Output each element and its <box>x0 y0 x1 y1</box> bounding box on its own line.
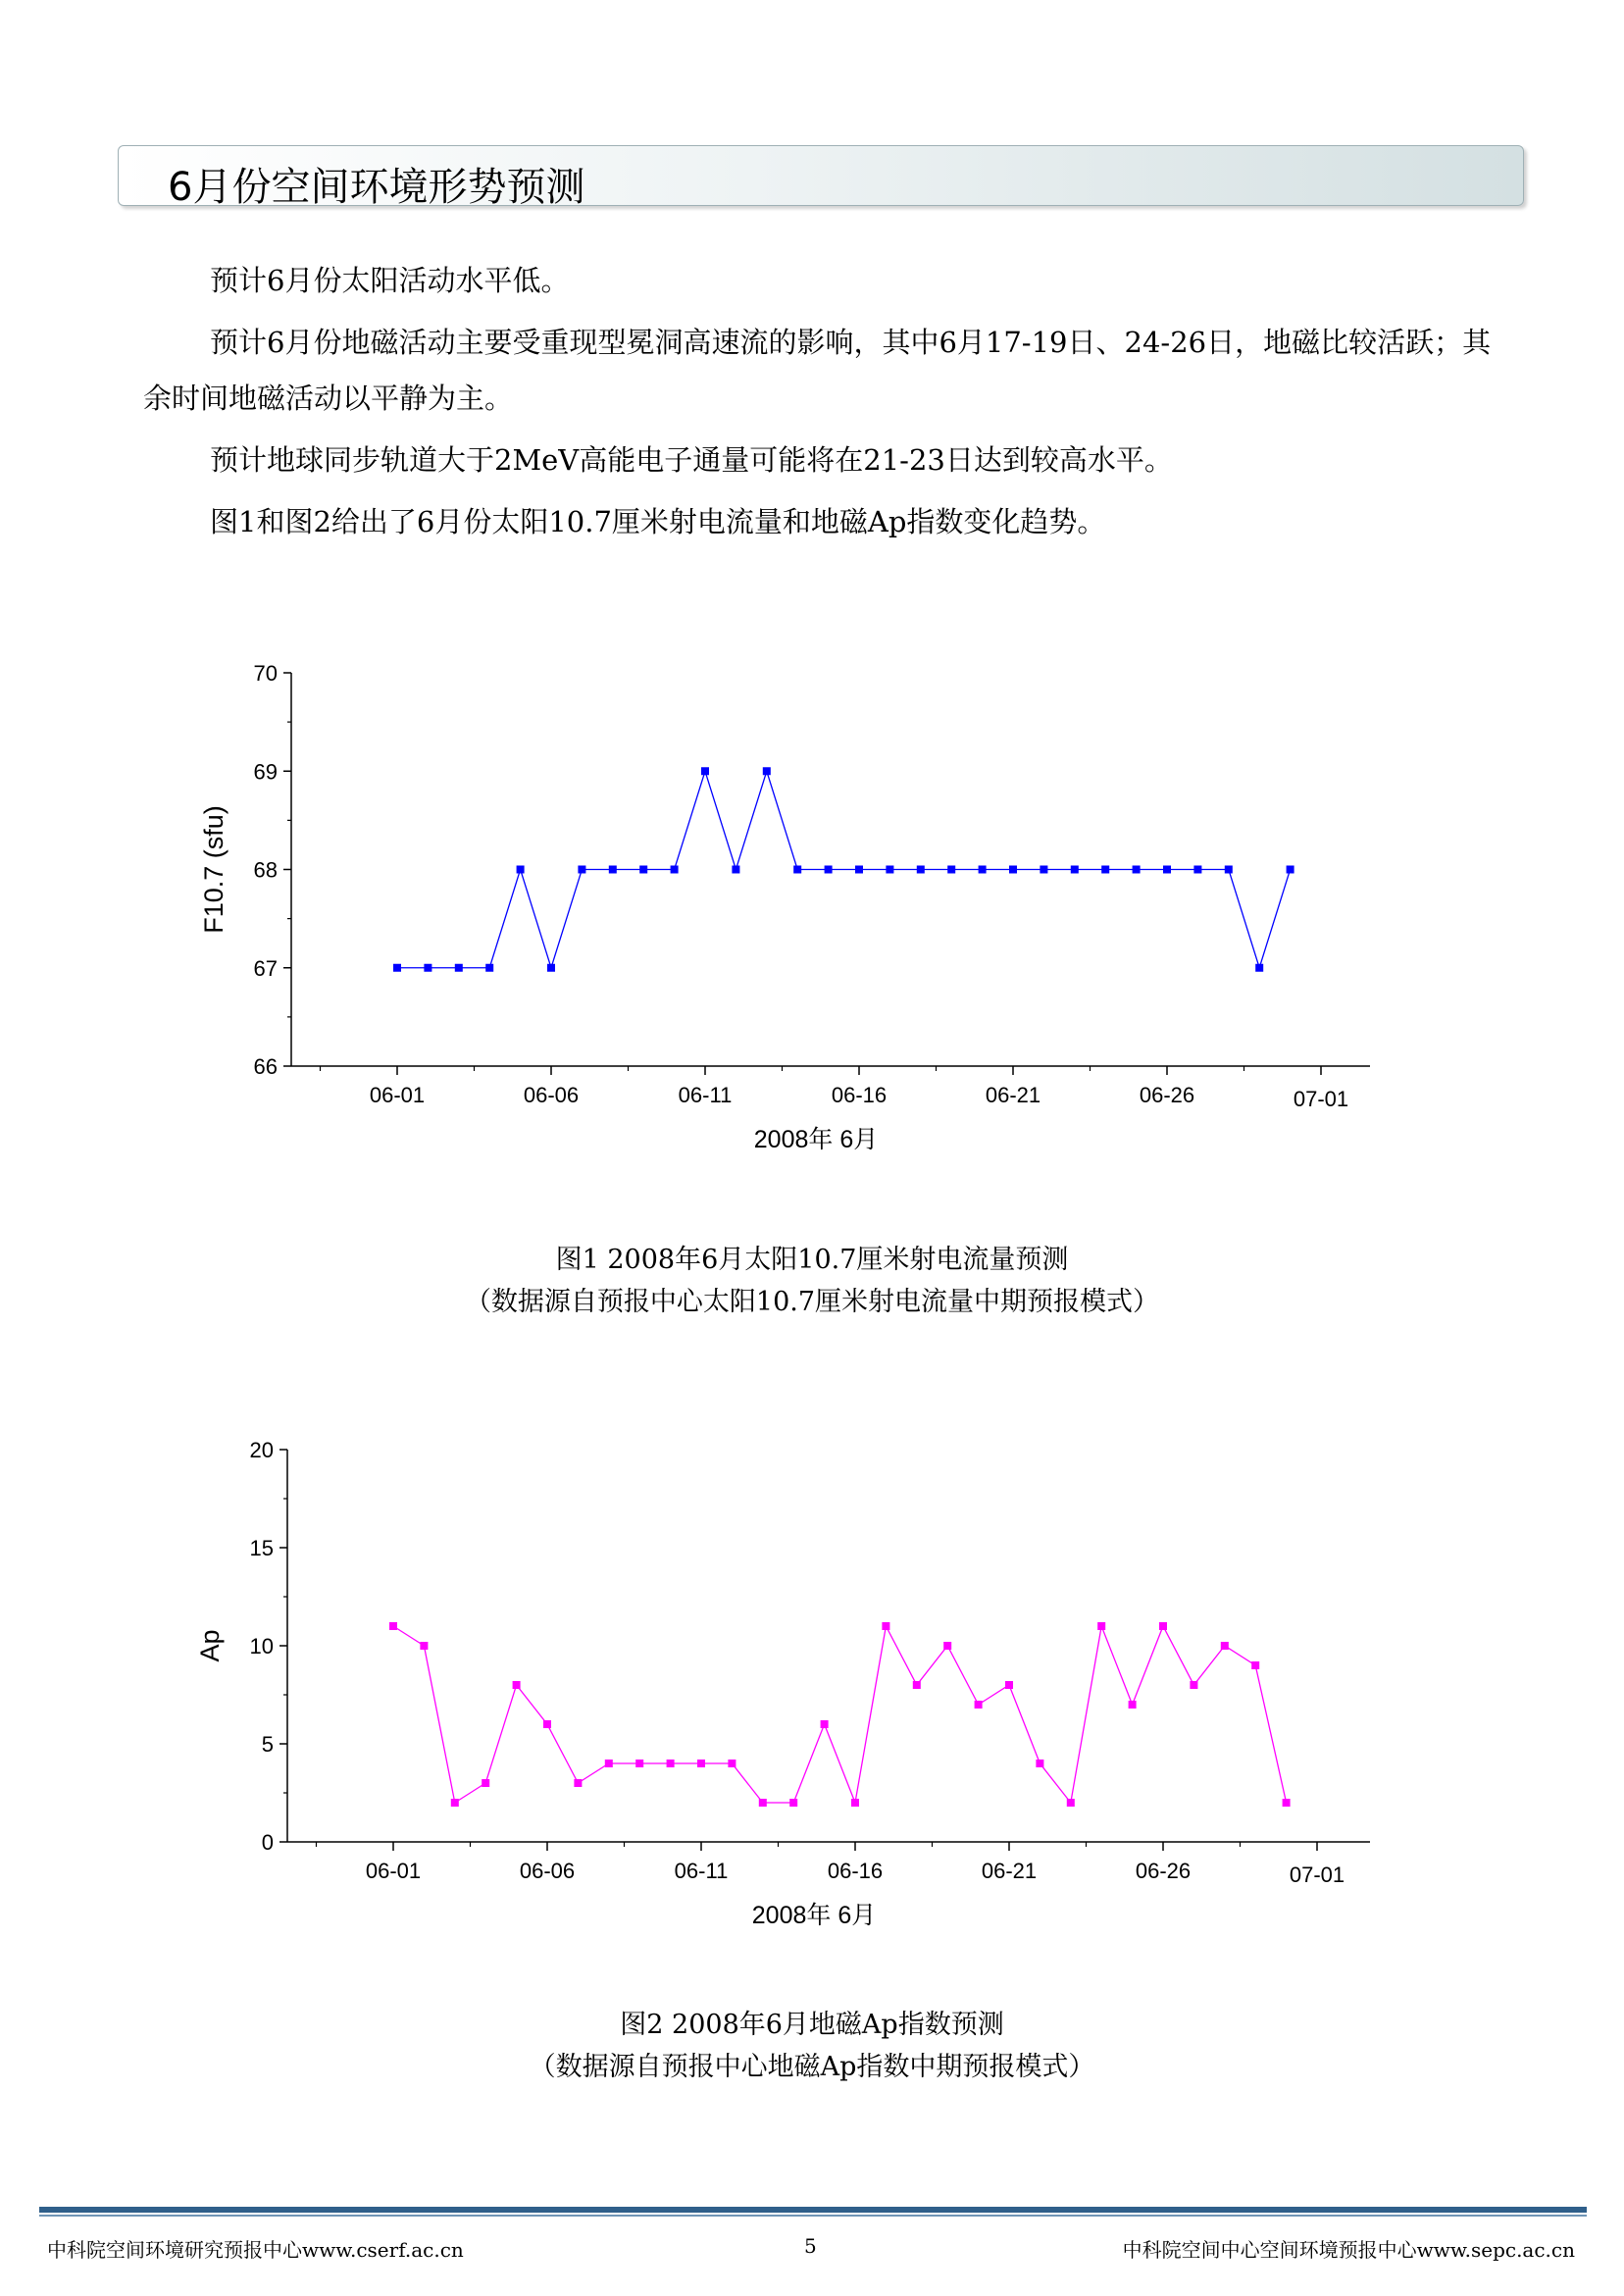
data-point <box>667 1760 675 1767</box>
y-tick-label: 67 <box>253 955 278 981</box>
data-point <box>517 866 525 874</box>
data-point <box>574 1779 582 1787</box>
section-title: 6月份空间环境形势预测 <box>168 165 585 210</box>
y-axis-label: F10.7 (sfu) <box>199 805 228 934</box>
data-point <box>605 1760 613 1767</box>
data-point <box>759 1799 767 1807</box>
data-point <box>1193 866 1201 874</box>
data-point <box>763 767 771 775</box>
x-tick-label: 06-26 <box>1135 1859 1192 1883</box>
data-point <box>671 866 679 874</box>
footer-rule-thin <box>39 2215 1587 2217</box>
data-point <box>420 1642 428 1650</box>
data-point <box>609 866 617 874</box>
ap-chart <box>0 1403 1624 1952</box>
x-axis-label: 2008年 6月 <box>753 1126 879 1153</box>
paragraph: 预计地球同步轨道大于2MeV高能电子通量可能将在21-23日达到较高水平。 <box>210 443 1173 477</box>
data-point <box>1071 866 1079 874</box>
y-tick-label: 15 <box>249 1536 274 1560</box>
data-point <box>451 1799 459 1807</box>
data-point <box>578 866 585 874</box>
x-tick-label: 06-16 <box>831 1083 888 1107</box>
data-point <box>1255 964 1263 972</box>
data-point <box>789 1799 797 1807</box>
data-point <box>1221 1642 1229 1650</box>
y-tick-label: 66 <box>253 1054 278 1079</box>
x-tick-label: 06-26 <box>1139 1083 1195 1107</box>
data-point <box>855 866 863 874</box>
data-point <box>825 866 833 874</box>
data-point <box>1040 866 1047 874</box>
figure2-caption-sub: （数据源自预报中心地磁Ap指数中期预报模式） <box>529 2052 1095 2082</box>
data-point <box>1005 1681 1013 1689</box>
y-tick-label: 68 <box>253 857 278 883</box>
series-line <box>397 771 1291 968</box>
x-tick-label: 06-11 <box>674 1859 729 1883</box>
data-point <box>1036 1760 1043 1767</box>
data-point <box>917 866 925 874</box>
y-tick-label: 5 <box>261 1732 274 1757</box>
data-point <box>728 1760 736 1767</box>
axes <box>199 661 1370 1153</box>
data-point <box>851 1799 859 1807</box>
data-point <box>793 866 801 874</box>
data-point <box>485 964 493 972</box>
data-point <box>1159 1622 1167 1630</box>
paragraph: 图1和图2给出了6月份太阳10.7厘米射电流量和地磁Ap指数变化趋势。 <box>210 505 1106 538</box>
x-tick-label: 06-21 <box>985 1083 1041 1107</box>
data-point <box>393 964 401 972</box>
data-point <box>1251 1661 1259 1669</box>
data-point <box>975 1701 983 1709</box>
footer-left: 中科院空间环境研究预报中心www.cserf.ac.cn <box>47 2238 464 2262</box>
footer-right: 中科院空间中心空间环境预报中心www.sepc.ac.cn <box>1122 2238 1575 2262</box>
data-point <box>732 866 739 874</box>
data-point <box>424 964 431 972</box>
data-point <box>701 767 709 775</box>
data-point <box>1067 1799 1075 1807</box>
data-point <box>513 1681 521 1689</box>
data-point <box>1287 866 1294 874</box>
x-tick-label: 06-01 <box>369 1083 426 1107</box>
x-tick-label: 06-21 <box>981 1859 1038 1883</box>
paragraph: 预计6月份地磁活动主要受重现型冕洞高速流的影响，其中6月17-19日、24-26日，地磁比较活跃；其余时间地磁活动以平静为主。 <box>143 326 1492 415</box>
paragraph: 预计6月份太阳活动水平低。 <box>210 264 570 297</box>
data-point <box>697 1760 705 1767</box>
section-title-bar <box>118 145 1524 210</box>
x-tick-label: 06-11 <box>678 1083 733 1107</box>
data-point <box>547 964 555 972</box>
data-point <box>1190 1681 1197 1689</box>
page-number: 5 <box>804 2234 817 2258</box>
y-tick-label: 69 <box>253 759 278 785</box>
x-tick-label: 07-01 <box>1289 1862 1345 1887</box>
data-point <box>1009 866 1017 874</box>
y-tick-label: 0 <box>261 1830 274 1855</box>
x-axis-label: 2008年 6月 <box>751 1902 877 1929</box>
data-point <box>455 964 463 972</box>
data-point <box>543 1720 551 1728</box>
data-point <box>882 1622 889 1630</box>
data-point <box>913 1681 921 1689</box>
data-point <box>482 1779 489 1787</box>
figure1-caption-sub: （数据源自预报中心太阳10.7厘米射电流量中期预报模式） <box>464 1287 1160 1317</box>
data-point <box>1163 866 1171 874</box>
f107-chart <box>0 628 1624 1177</box>
data-point <box>943 1642 951 1650</box>
x-tick-label: 06-16 <box>827 1859 884 1883</box>
data-point <box>1283 1799 1291 1807</box>
data-point <box>1225 866 1233 874</box>
series-line <box>393 1626 1287 1803</box>
figure2-caption: 图2 2008年6月地磁Ap指数预测 <box>620 2010 1004 2040</box>
x-tick-label: 06-06 <box>519 1859 576 1883</box>
y-axis-label: Ap <box>195 1629 225 1662</box>
data-point <box>979 866 987 874</box>
data-point <box>1133 866 1141 874</box>
data-point <box>1101 866 1109 874</box>
data-point <box>635 1760 643 1767</box>
data-point <box>1129 1701 1137 1709</box>
footer-rule <box>39 2207 1587 2213</box>
data-point <box>389 1622 397 1630</box>
x-tick-label: 06-06 <box>523 1083 580 1107</box>
y-tick-label: 70 <box>253 661 278 686</box>
figure1-caption: 图1 2008年6月太阳10.7厘米射电流量预测 <box>555 1245 1069 1275</box>
data-point <box>1097 1622 1105 1630</box>
y-tick-label: 10 <box>249 1634 274 1658</box>
data-point <box>947 866 955 874</box>
body-text <box>143 253 1506 550</box>
x-tick-label: 06-01 <box>365 1859 422 1883</box>
data-point <box>821 1720 829 1728</box>
data-point <box>886 866 893 874</box>
data-point <box>639 866 647 874</box>
y-tick-label: 20 <box>249 1438 274 1462</box>
x-tick-label: 07-01 <box>1293 1087 1349 1111</box>
